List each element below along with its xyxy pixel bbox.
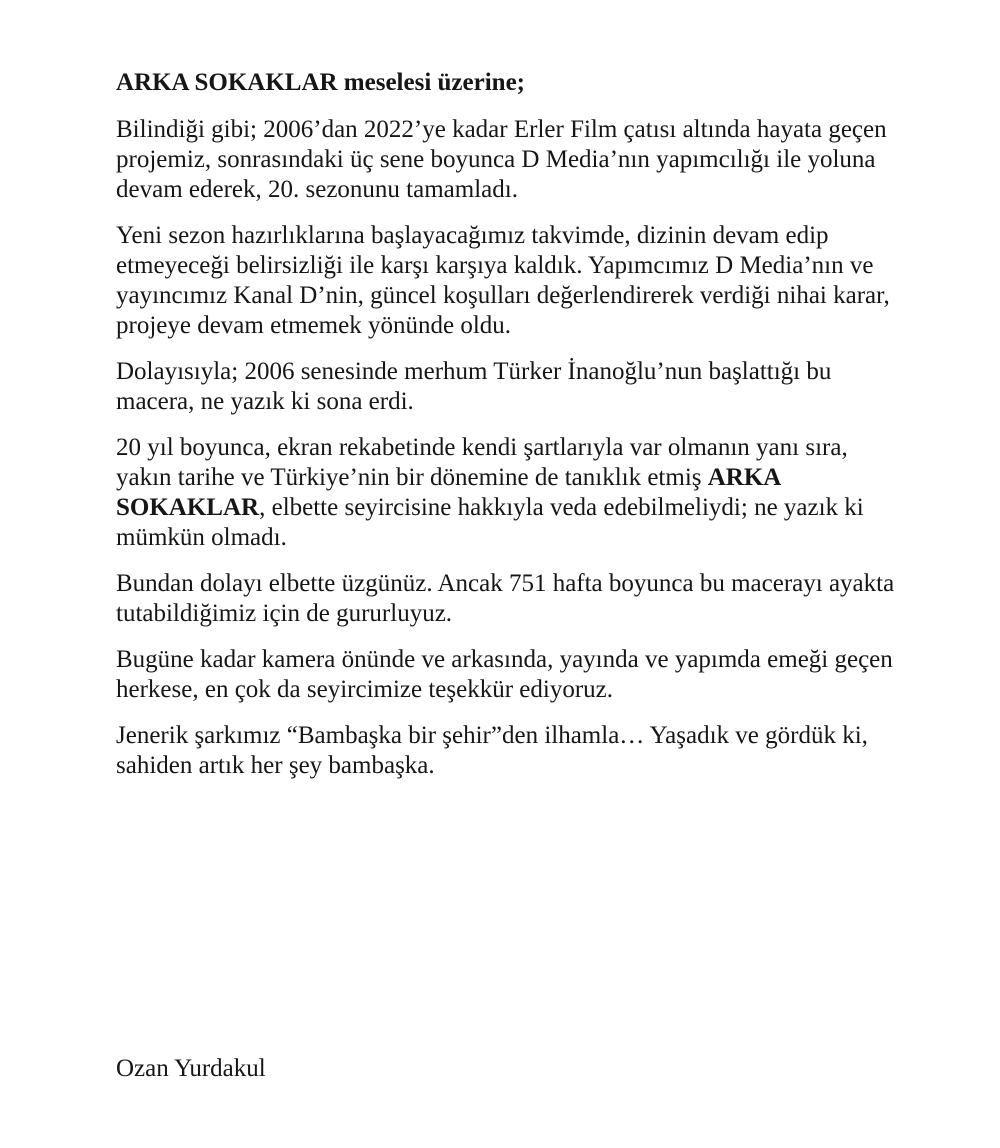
statement-document	[116, 66, 906, 797]
paragraph-decision: Yeni sezon hazırlıklarına başlayacağımız takvimde, dizinin devam edip etmeyeceği belirsizliği ile karşı karşıya kaldık. Yapımcımız D Media’nın ve yayıncımız Kanal D’nin, güncel koşulları değerlendirerek verdiği nihai karar, projeye devam etmemek yönünde oldu.	[116, 222, 890, 339]
paragraph-pride: Bundan dolayı elbette üzgünüz. Ancak 751 hafta boyunca bu macerayı ayakta tutabildiğimiz için de gururluyuz.	[116, 570, 895, 627]
paragraph-history: Bilindiği gibi; 2006’dan 2022’ye kadar Erler Film çatısı altında hayata geçen projemiz, sonrasındaki üç sene boyunca D Media’nın yapımcılığı ile yoluna devam ederek, 20. sezonunu tamamladı.	[116, 116, 887, 203]
statement-title: ARKA SOKAKLAR meselesi üzerine;	[116, 69, 525, 96]
signature-name: Ozan Yurdakul	[116, 1055, 266, 1082]
paragraph-closing: Jenerik şarkımız “Bambaşka bir şehir”den ilhamla… Yaşadık ve gördük ki, sahiden artık her şey bambaşka.	[116, 722, 868, 779]
paragraph-farewell	[116, 433, 906, 553]
paragraph-thanks: Bugüne kadar kamera önünde ve arkasında, yayında ve yapımda emeği geçen herkese, en çok da seyircimize teşekkür ediyoruz.	[116, 646, 893, 703]
paragraph-farewell-text-end: , elbette seyircisine hakkıyla veda edebilmeliydi; ne yazık ki mümkün olmadı.	[116, 494, 864, 551]
paragraph-ending: Dolayısıyla; 2006 senesinde merhum Türker İnanoğlu’nun başlattığı bu macera, ne yazık ki sona erdi.	[116, 358, 832, 415]
paragraph-farewell-text-start: 20 yıl boyunca, ekran rekabetinde kendi şartlarıyla var olmanın yanı sıra, yakın tarihe ve Türkiye’nin bir dönemine de tanıklık etmiş	[116, 434, 848, 491]
show-name-bold: ARKA SOKAKLAR	[116, 464, 780, 521]
